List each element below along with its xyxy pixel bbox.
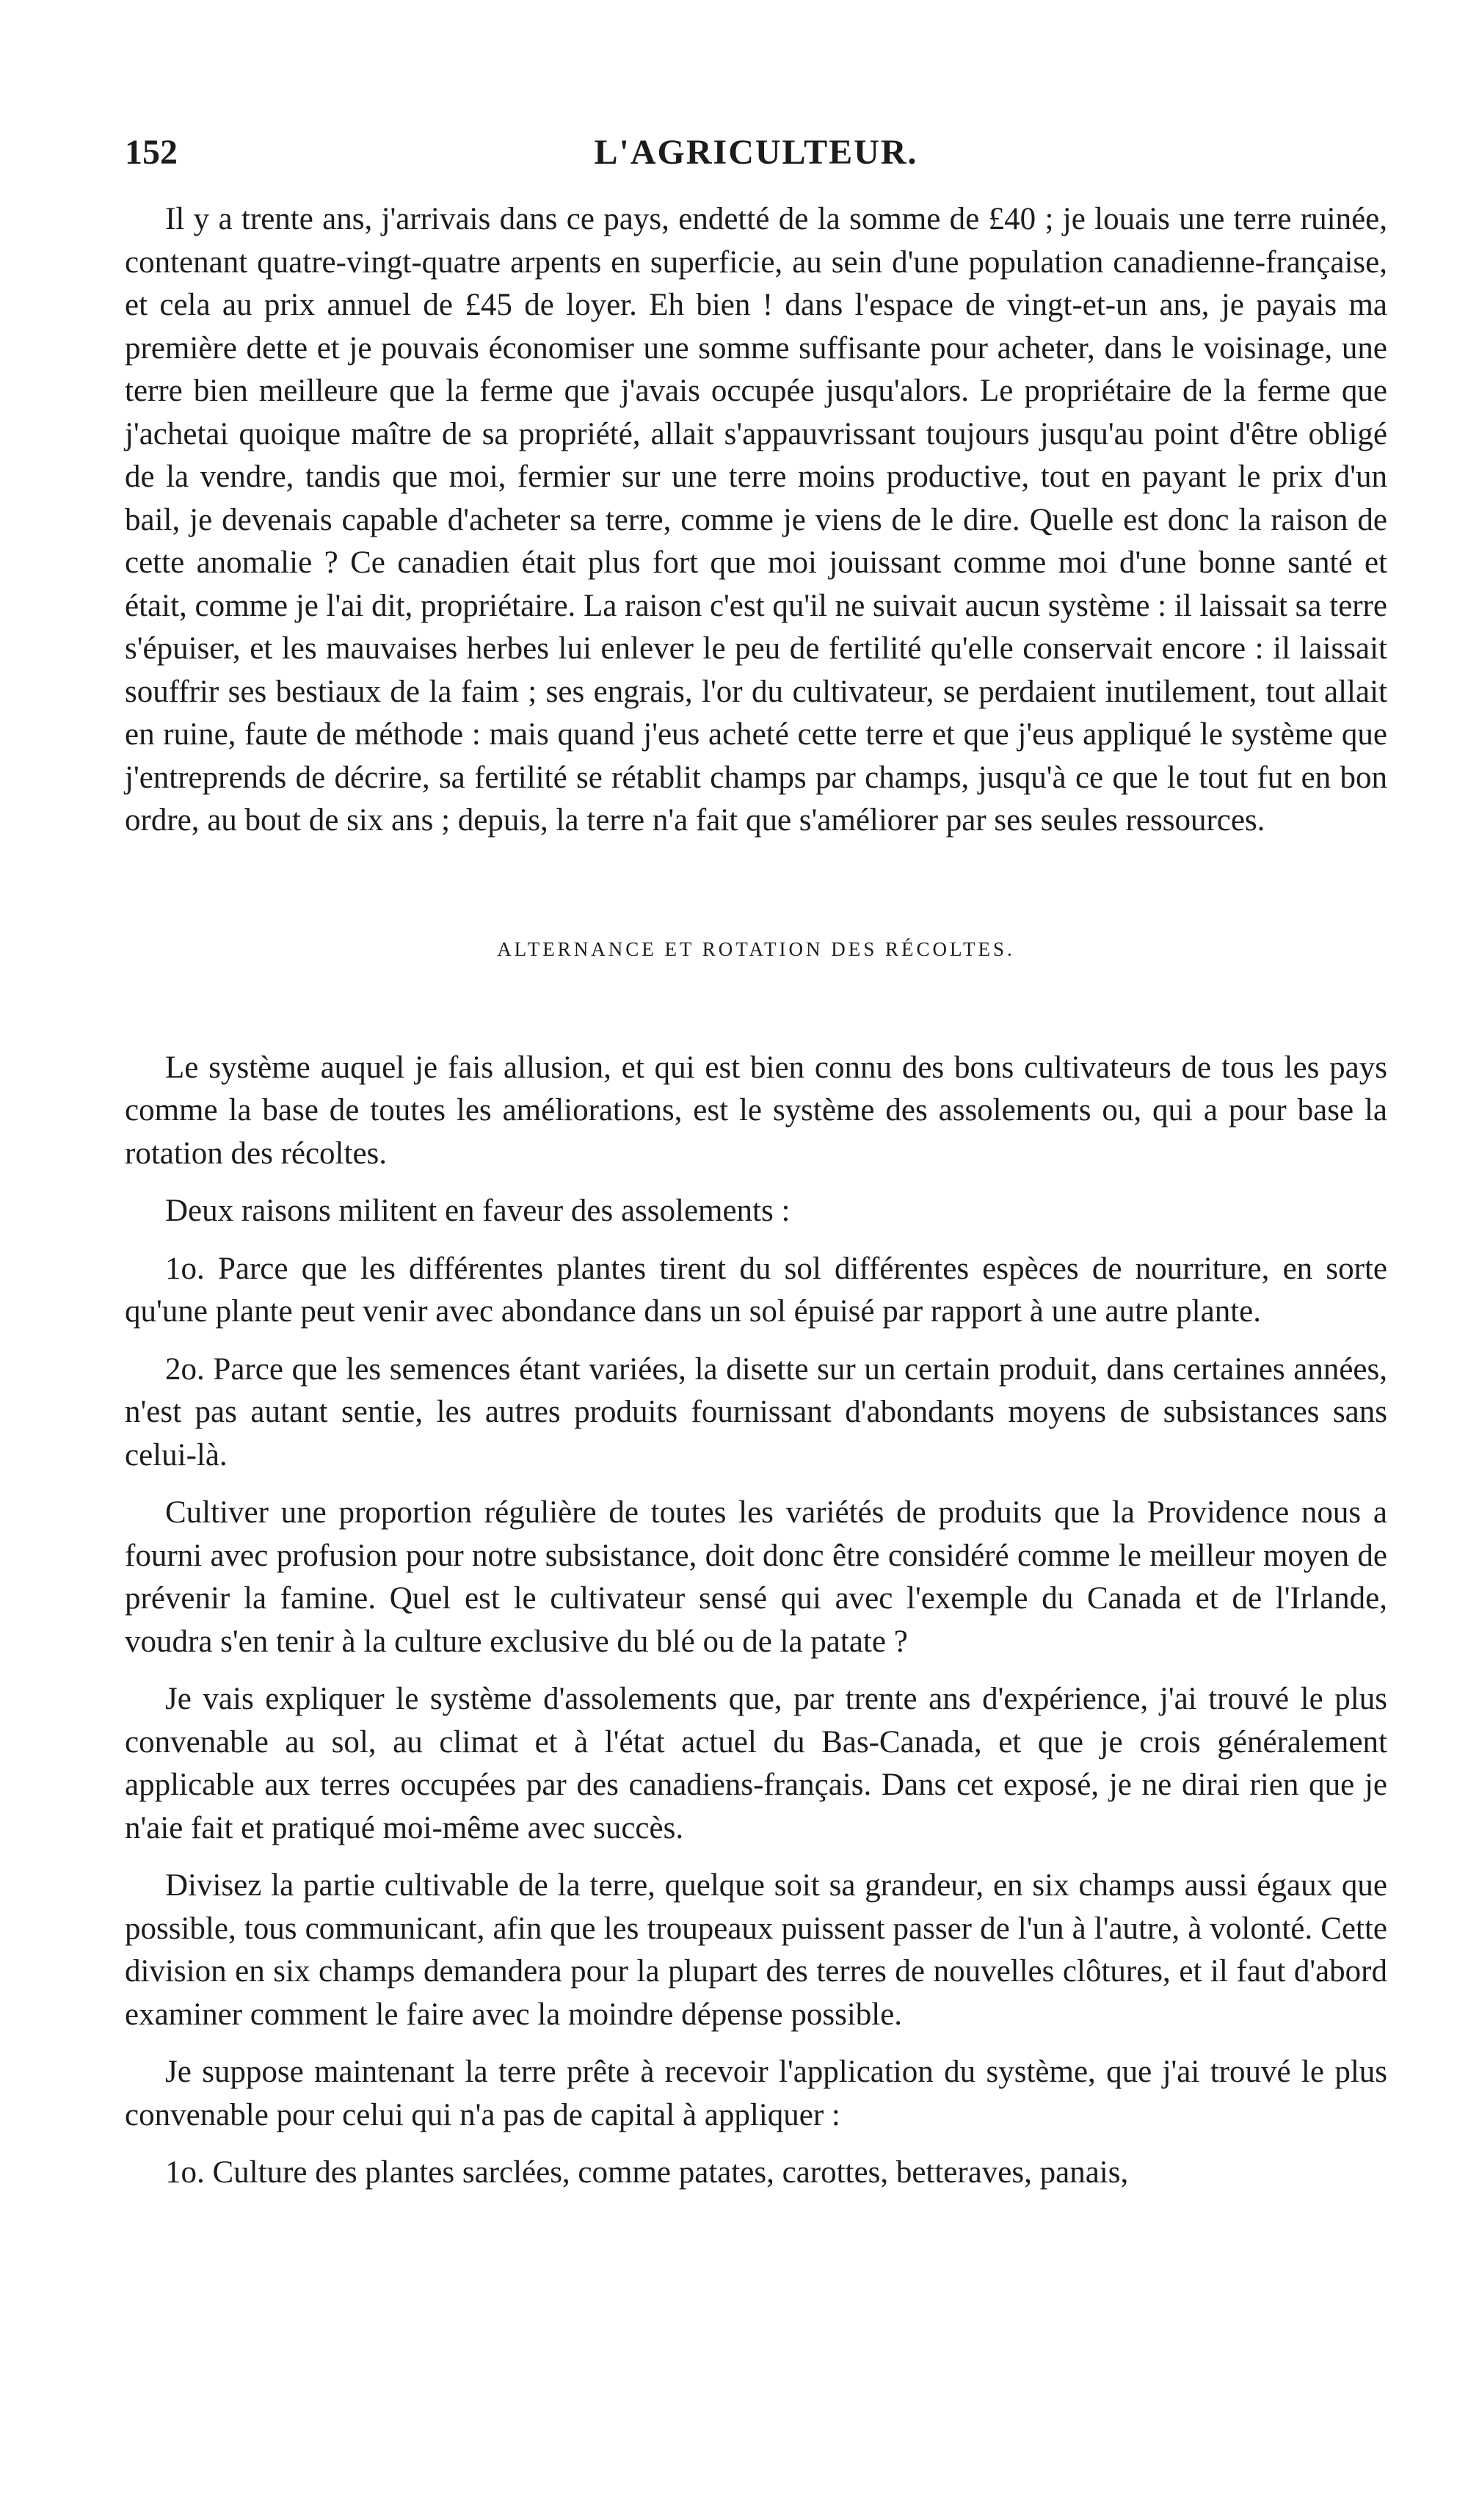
section-heading: ALTERNANCE ET ROTATION DES RÉCOLTES. [497, 937, 1015, 960]
page-header [125, 132, 1387, 191]
paragraph-hoed-crops: 1o. Culture des plantes sarclées, comme patates, carottes, betteraves, panais, [165, 2155, 1129, 2190]
paragraph-reason-1: 1o. Parce que les différentes plantes tirent du sol différentes espèces de nourriture, en sorte qu'une plante peut venir avec abondance dans un sol épuisé par rapport à une autre plante. [125, 1251, 1387, 1329]
paragraph-divide-fields: Divisez la partie cultivable de la terre, quelque soit sa grandeur, en six champs aussi égaux que possible, tous communicant, afin que les troupeaux puissent passer de l'un à l'autre, à volonté. Cette division en six champs demandera pour la plupart des terres de nouvelles clôtures, et il faut d'abord examiner comment le faire avec la moindre dépense possible. [125, 1868, 1387, 2032]
page-number: 152 [125, 133, 178, 172]
paragraph-explain-system: Je vais expliquer le système d'assolements que, par trente ans d'expérience, j'ai trouvé le plus convenable au sol, au climat et à l'état actuel du Bas-Canada, et que je crois généralement applicable aux terres occupées par des canadiens-français. Dans cet exposé, je ne dirai rien que je n'aie fait et pratiqué moi-même avec succès. [125, 1682, 1387, 1845]
running-title: L'AGRICULTEUR. [594, 133, 918, 172]
paragraph-rotation-system: Le système auquel je fais allusion, et qui est bien connu des bons cultivateurs de tous les pays comme la base de toutes les améliorations, est le système des assolements ou, qui a pour base la rotation des récoltes. [125, 1050, 1387, 1171]
page-body [125, 198, 1387, 2195]
paragraph-reason-2: 2o. Parce que les semences étant variées, la disette sur un certain produit, dans certaines années, n'est pas autant sentie, les autres produits fournissant d'abondants moyens de subsistances sans celui-là. [125, 1351, 1387, 1473]
paragraph-cultivate-proportion: Cultiver une proportion régulière de toutes les variétés de produits que la Providence nous a fourni avec profusion pour notre subsistance, doit donc être considéré comme le meilleur moyen de prévenir la famine. Quel est le cultivateur sensé qui avec l'exemple du Canada et de l'Irlande, voudra s'en tenir à la culture exclusive du blé ou de la patate ? [125, 1495, 1387, 1659]
book-page [125, 132, 1387, 2195]
paragraph-land-ready: Je suppose maintenant la terre prête à recevoir l'application du système, que j'ai trouvé le plus convenable pour celui qui n'a pas de capital à appliquer : [125, 2055, 1387, 2132]
paragraph-thirty-years-experience: Il y a trente ans, j'arrivais dans ce pays, endetté de la somme de £40 ; je louais une terre ruinée, contenant quatre-vingt-quatre arpents en superficie, au sein d'une population canadienne-française, et cela au prix annuel de £45 de loyer. Eh bien ! dans l'espace de vingt-et-un ans, je payais ma première dette et je pouvais économiser une somme suffisante pour acheter, dans le voisinage, une terre bien meilleure que la ferme que j'avais occupée jusqu'alors. Le propriétaire de la ferme que j'achetai quoique maître de sa propriété, allait s'appauvrissant toujours jusqu'au point d'être obligé de la vendre, tandis que moi, fermier sur une terre moins productive, tout en payant le prix d'un bail, je devenais capable d'acheter sa terre, comme je viens de le dire. Quelle est donc la raison de cette anomalie ? Ce canadien était plus fort que moi jouissant comme moi d'une bonne santé et était, comme je l'ai dit, propriétaire. La raison c'est qu'il ne suivait aucun système : il laissait sa terre s'épuiser, et les mauvaises herbes lui enlever le peu de fertilité qu'elle conservait encore : il laissait souffrir ses bestiaux de la faim ; ses engrais, l'or du cultivateur, se perdaient inutilement, tout allait en ruine, faute de méthode : mais quand j'eus acheté cette terre et que j'eus appliqué le système que j'entreprends de décrire, sa fertilité se rétablit champs par champs, jusqu'à ce que le tout fut en bon ordre, au bout de six ans ; depuis, la terre n'a fait que s'améliorer par ses seules ressources. [125, 202, 1387, 838]
paragraph-two-reasons: Deux raisons militent en faveur des assolements : [165, 1194, 791, 1228]
